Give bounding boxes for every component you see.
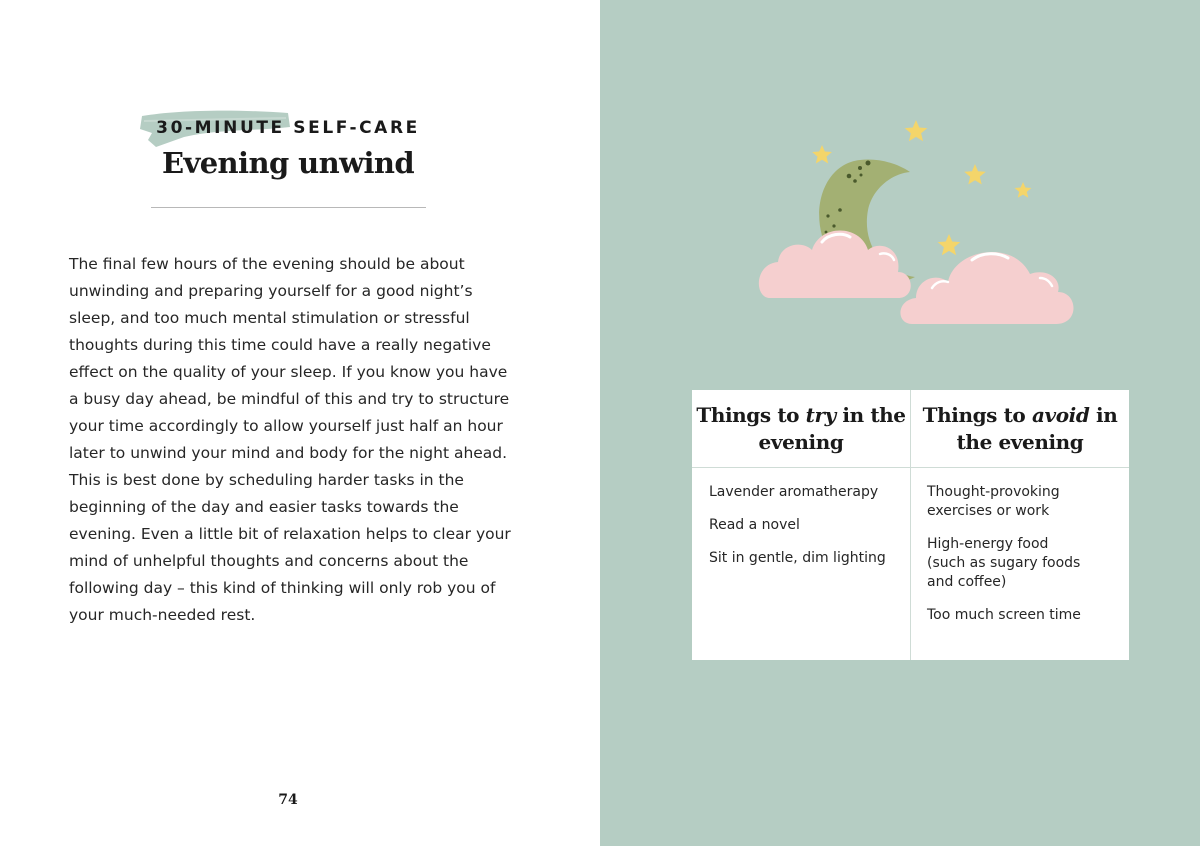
- page-number: 74: [278, 792, 298, 808]
- list-item: Lavender aromatherapy: [709, 484, 879, 500]
- title-divider: [151, 207, 426, 208]
- star-icon: [938, 234, 961, 255]
- page-title: Evening unwind: [161, 146, 415, 180]
- list-item: Read a novel: [709, 517, 800, 533]
- body-paragraph: The final few hours of the evening should be about unwinding and preparing yourself for a good night’s sleep, and too much mental stimulation or stressful thoughts during this time could have a really negative effect on the quality of your sleep. If you know you have a busy day ahead, be mindful of this and try to structure your time accordingly to allow yourself just half an hour later to unwind your mind and body for the night ahead. This is best done by scheduling harder tasks in the beginning of the day and easier tasks towards the evening. Even a little bit of relaxation helps to clear your mind of unhelpful thoughts and concerns about the following day – this kind of thinking will only rob you of your much-needed rest.: [69, 255, 511, 624]
- list-item: Thought-provoking exercises or work: [927, 484, 1060, 519]
- star-icon: [964, 164, 986, 184]
- avoid-list: [927, 483, 1112, 639]
- cloud-icon: [759, 231, 911, 299]
- star-icon: [1015, 182, 1032, 198]
- list-item: Sit in gentle, dim lighting: [709, 550, 886, 566]
- try-list: [709, 483, 894, 582]
- star-icon: [812, 145, 832, 164]
- header-divider: [692, 467, 1129, 468]
- section-kicker: 30-MINUTE SELF-CARE: [156, 118, 420, 138]
- cloud-icon: [900, 252, 1073, 324]
- list-item: High-energy food (such as sugary foods and coffee): [927, 536, 1081, 590]
- try-column-heading: Things to try in the evening: [696, 403, 906, 454]
- avoid-column-heading: Things to avoid in the evening: [922, 403, 1118, 454]
- list-item: Too much screen time: [927, 607, 1081, 623]
- star-icon: [905, 120, 928, 141]
- try-avoid-table: [692, 390, 1129, 660]
- moon-clouds-illustration: [750, 112, 1080, 332]
